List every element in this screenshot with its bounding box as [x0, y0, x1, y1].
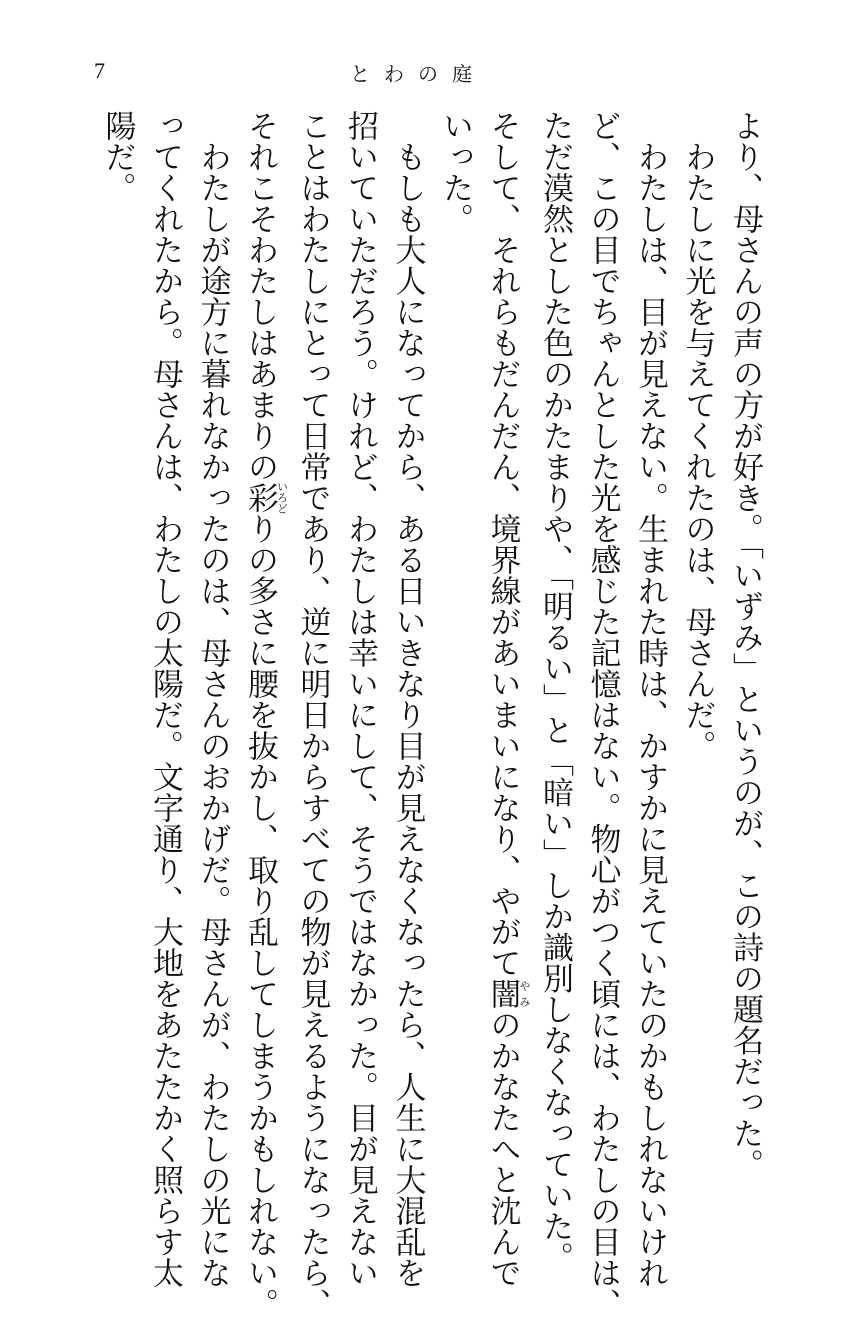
ruby-yami: 闇やみ [484, 978, 531, 1009]
ruby-irodori: 彩いろど [242, 481, 289, 514]
text-line-7: いった。 [437, 110, 473, 234]
ruby-yami-reading: やみ [518, 978, 531, 1009]
text-line-13: ってくれたから。母さんは、わたしの太陽だ。文字通り、大地をあたたかく照らす太 [147, 110, 183, 1288]
text-line-1: より、母さんの声の方が好き。「いずみ」というのが、この詩の題名だった。 [727, 110, 763, 1180]
text-line-6: そして、それらもだんだん、境界線があいまいになり、やがて闇やみのかなたへと沈んで [484, 110, 531, 1288]
text-line-10: ことはわたしにとって日常であり、逆に明日からすべての物が見えるようになったら、 [294, 110, 331, 1319]
ruby-irodori-reading: いろど [275, 481, 289, 514]
text-line-8: もしも大人になってから、ある日いきなり目が見えなくなったら、人生に大混乱を [389, 110, 426, 1288]
running-title: とわの庭 [350, 62, 486, 86]
body-text [99, 110, 768, 1319]
text-line-5: ただ漠然とした色のかたまりや、「明るい」と「暗い」しか識別しなくなっていた。 [537, 110, 573, 1273]
text-line-14: 陽だ。 [99, 110, 136, 203]
text-line-11: それこそわたしはあまりの彩いろどりの多さに腰を抜かし、取り乱してしまうかもしれない。 [242, 110, 289, 1319]
text-line-2: わたしに光を与えてくれたのは、母さんだ。 [679, 110, 716, 761]
text-line-9: 招いていただろう。けれど、わたしは幸いにして、そうではなかった。目が見えない [342, 110, 378, 1288]
text-line-12: わたしが途方に暮れなかったのは、母さんのおかげだ。母さんが、わたしの光にな [194, 110, 231, 1288]
page-number: 7 [94, 58, 105, 83]
text-line-4: ど、この目でちゃんとした光を感じた記憶はない。物心がつく頃には、わたしの目は、 [584, 110, 621, 1319]
text-line-3: わたしは、目が見えない。生まれた時は、かすかに見えていたのかもしれないけれ [632, 110, 668, 1288]
